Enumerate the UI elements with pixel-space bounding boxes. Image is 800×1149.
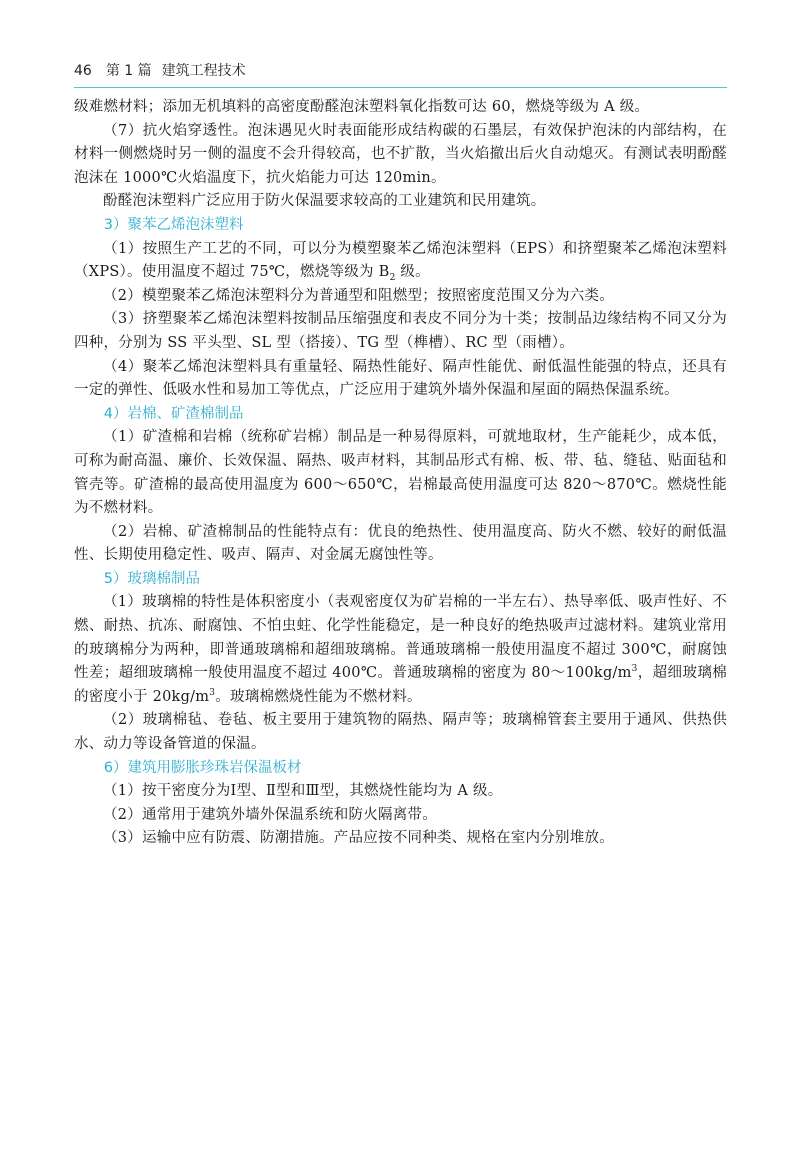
subscript-2: 2	[389, 273, 396, 284]
paragraph-perlite-1: （1）按干密度分为Ⅰ型、Ⅱ型和Ⅲ型，其燃烧性能均为 A 级。	[103, 783, 503, 800]
section-heading-polystyrene: 3）聚苯乙烯泡沫塑料	[103, 216, 244, 233]
glass-wool-1-tail: 。玻璃棉燃烧性能为不燃材料。	[215, 688, 422, 705]
superscript-3-second: 3	[209, 688, 216, 699]
part-label: 第 1 篇	[105, 63, 152, 79]
page-body	[74, 96, 727, 851]
polystyrene-1-text: （1）按照生产工艺的不同，可以分为模塑聚苯乙烯泡沫塑料（EPS）和挤塑聚苯乙烯泡沫塑料（XPS）。使用温度不超过 75℃，燃烧等级为 B	[74, 240, 727, 281]
header-rule	[74, 87, 727, 88]
part-title: 建筑工程技术	[161, 63, 246, 79]
paragraph-flame-penetration: （7）抗火焰穿透性。泡沫遇见火时表面能形成结构碳的石墨层，有效保护泡沫的内部结构，在材料一侧燃烧时另一侧的温度不会升得较高，也不扩散，当火焰撤出后火自动熄灭。有测试表明酚醛泡沫在 1000℃火焰温度下，抗火焰能力可达 120min。	[74, 122, 727, 186]
paragraph-rock-wool-1: （1）矿渣棉和岩棉（统称矿岩棉）制品是一种易得原料，可就地取材，生产能耗少，成本低，可称为耐高温、廉价、长效保温、隔热、吸声材料，其制品形式有棉、板、带、毡、缝毡、贴面毡和管壳等。矿渣棉的最高使用温度为 600～650℃，岩棉最高使用温度可达 820～870℃。燃烧性能为不燃材料。	[74, 429, 727, 517]
superscript-3: 3	[631, 664, 638, 675]
glass-wool-1-mid: ，超细玻璃棉的密度小于 20kg/m	[74, 665, 728, 705]
paragraph-perlite-3: （3）运输中应有防震、防潮措施。产品应按不同种类、规格在室内分别堆放。	[103, 830, 614, 847]
page-number: 46	[74, 63, 92, 79]
header-text	[74, 60, 727, 82]
paragraph-glass-wool-2: （2）玻璃棉毡、卷毡、板主要用于建筑物的隔热、隔声等；玻璃棉管套主要用于通风、供热供水、动力等设备管道的保温。	[74, 712, 727, 753]
paragraph-polystyrene-1	[74, 238, 727, 285]
glass-wool-1-text: （1）玻璃棉的特性是体积密度小（表观密度仅为矿岩棉的一半左右）、热导率低、吸声性好、不燃、耐热、抗冻、耐腐蚀、不怕虫蛀、化学性能稳定，是一种良好的绝热吸声过滤材料。建筑业常用的玻璃棉分为两种，即普通玻璃棉和超细玻璃棉。普通玻璃棉一般使用温度不超过 300℃，耐腐蚀性差；超细玻璃棉一般使用温度不超过 400℃。普通玻璃棉的密度为 80～100kg/m	[74, 594, 727, 682]
paragraph-rock-wool-2: （2）岩棉、矿渣棉制品的性能特点有：优良的绝热性、使用温度高、防火不燃、较好的耐低温性、长期使用稳定性、吸声、隔声、对金属无腐蚀性等。	[74, 523, 727, 564]
paragraph-continuation: 级难燃材料；添加无机填料的高密度酚醛泡沫塑料氧化指数可达 60，燃烧等级为 A 级。	[74, 99, 650, 115]
paragraph-polystyrene-4: （4）聚苯乙烯泡沫塑料具有重量轻、隔热性能好、隔声性能优、耐低温性能强的特点，还具有一定的弹性、低吸水性和易加工等优点，广泛应用于建筑外墙外保温和屋面的隔热保温系统。	[74, 358, 727, 399]
paragraph-polystyrene-2: （2）模塑聚苯乙烯泡沫塑料分为普通型和阻燃型；按照密度范围又分为六类。	[103, 287, 614, 304]
section-heading-rock-wool: 4）岩棉、矿渣棉制品	[103, 405, 244, 422]
polystyrene-1-tail: 级。	[395, 264, 430, 281]
paragraph-glass-wool-1	[74, 591, 727, 709]
paragraph-polystyrene-3: （3）挤塑聚苯乙烯泡沫塑料按制品压缩强度和表皮不同分为十类；按制品边缘结构不同又分为四种，分别为 SS 平头型、SL 型（搭接）、TG 型（榫槽）、RC 型（雨槽）。	[74, 311, 727, 351]
section-heading-glass-wool: 5）玻璃棉制品	[103, 570, 200, 587]
paragraph-phenolic-application: 酚醛泡沫塑料广泛应用于防火保温要求较高的工业建筑和民用建筑。	[103, 193, 546, 210]
paragraph-perlite-2: （2）通常用于建筑外墙外保温系统和防火隔离带。	[103, 806, 437, 823]
running-header	[74, 60, 727, 88]
section-heading-perlite-board: 6）建筑用膨胀珍珠岩保温板材	[103, 759, 302, 776]
